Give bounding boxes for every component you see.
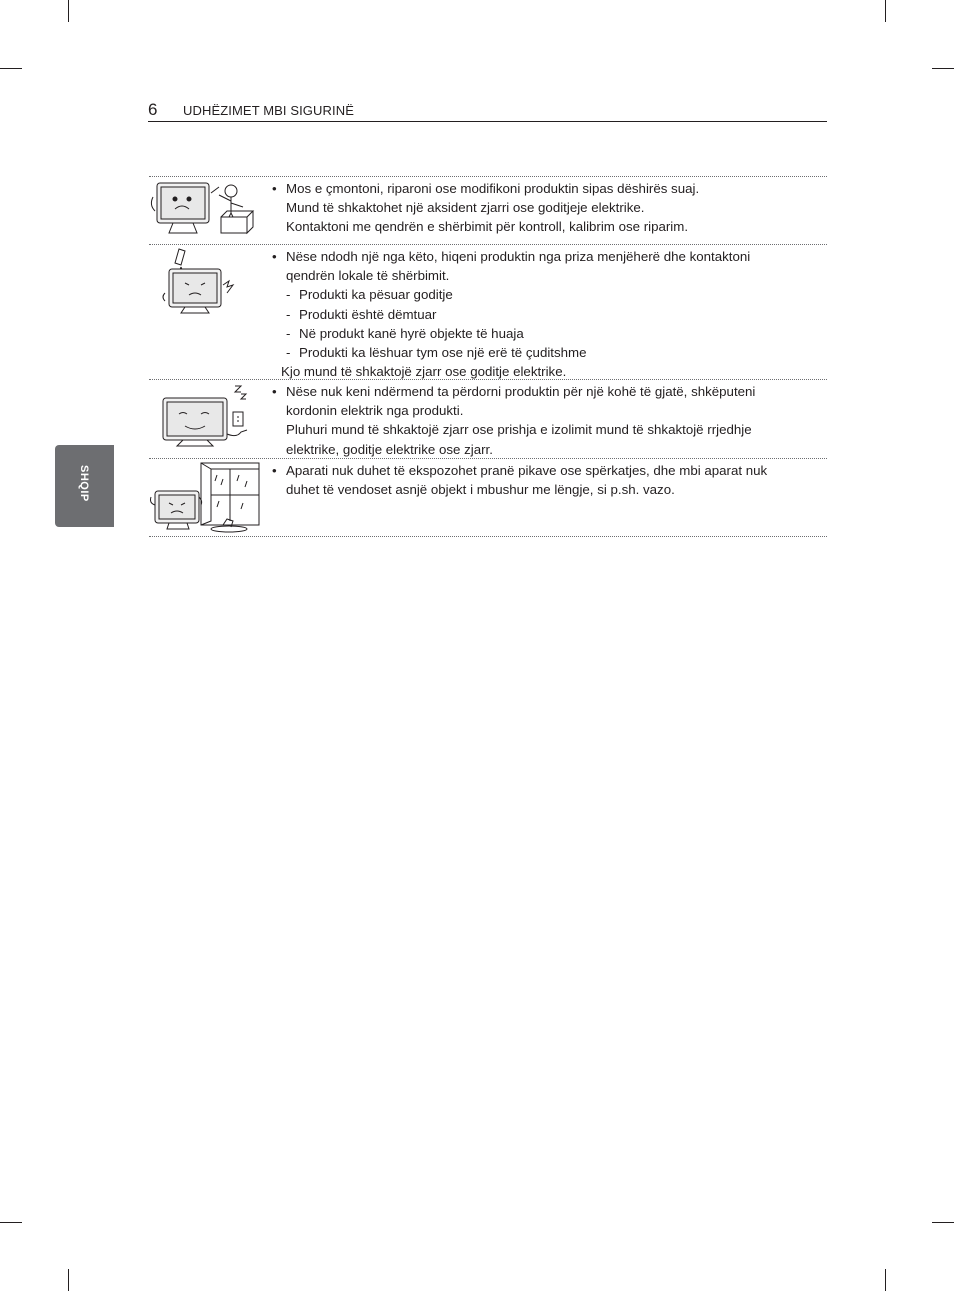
instruction-bullet: • Mos e çmontoni, riparoni ose modifikoni produktin sipas dëshirës suaj. — [272, 179, 827, 198]
instruction-dash-item: - Produkti ka lëshuar tym ose një erë të çuditshme — [272, 343, 827, 362]
crop-mark — [68, 1269, 69, 1291]
header-divider — [148, 121, 827, 122]
tv-window-rain-icon — [149, 461, 265, 533]
instruction-text — [272, 247, 827, 381]
crop-mark — [885, 0, 886, 22]
instruction-line: Mund të shkaktohet një aksident zjarri ose goditjeje elektrike. — [286, 200, 645, 216]
instruction-text — [272, 461, 827, 499]
instruction-line: Pluhuri mund të shkaktojë zjarr ose prishja e izolimit mund të shkaktojë rrjedhje — [286, 422, 752, 438]
instruction-bullet: • Nëse nuk keni ndërmend ta përdorni produktin për një kohë të gjatë, shkëputeni — [272, 382, 827, 401]
crop-mark — [0, 68, 22, 69]
instruction-bullet: • Aparati nuk duhet të ekspozohet pranë pikave ose spërkatjes, dhe mbi aparat nuk — [272, 461, 827, 480]
language-tab-label: SHQIP — [78, 465, 90, 502]
safety-row — [149, 176, 827, 244]
instruction-text — [272, 179, 827, 237]
instruction-line: Kontaktoni me qendrën e shërbimit për kontroll, kalibrim ose riparim. — [286, 219, 689, 235]
instruction-text — [272, 382, 827, 459]
crop-mark — [885, 1269, 886, 1291]
instruction-line: duhet të vendoset asnjë objekt i mbushur me lëngje, si p.sh. vazo. — [286, 482, 675, 498]
safety-row — [149, 379, 827, 458]
safety-row — [149, 244, 827, 379]
tv-unplugged-sleeping-icon — [149, 382, 265, 454]
safety-row — [149, 458, 827, 537]
crop-mark — [932, 1222, 954, 1223]
tv-disassembly-icon — [149, 179, 265, 251]
instruction-line: elektrike, goditje elektrike ose zjarr. — [286, 441, 493, 457]
crop-mark — [68, 0, 69, 22]
instruction-footer: Kjo mund të shkaktojë zjarr ose goditje elektrike. — [281, 364, 567, 380]
page-number: 6 — [148, 100, 158, 119]
instruction-dash-item: - Në produkt kanë hyrë objekte të huaja — [272, 324, 827, 343]
crop-mark — [0, 1222, 22, 1223]
instruction-line: kordonin elektrik nga produkti. — [286, 403, 464, 419]
language-side-tab — [55, 445, 114, 527]
instruction-dash-item: - Produkti ka pësuar goditje — [272, 285, 827, 304]
instruction-dash-item: - Produkti është dëmtuar — [272, 305, 827, 324]
tv-liquid-shock-icon — [149, 247, 265, 319]
safety-instructions-table — [149, 176, 827, 537]
page-header-title: UDHËZIMET MBI SIGURINË — [183, 103, 354, 118]
instruction-bullet: • Nëse ndodh një nga këto, hiqeni produktin nga priza menjëherë dhe kontaktoni — [272, 247, 827, 266]
crop-mark — [932, 68, 954, 69]
instruction-line: qendrën lokale të shërbimit. — [286, 268, 450, 284]
